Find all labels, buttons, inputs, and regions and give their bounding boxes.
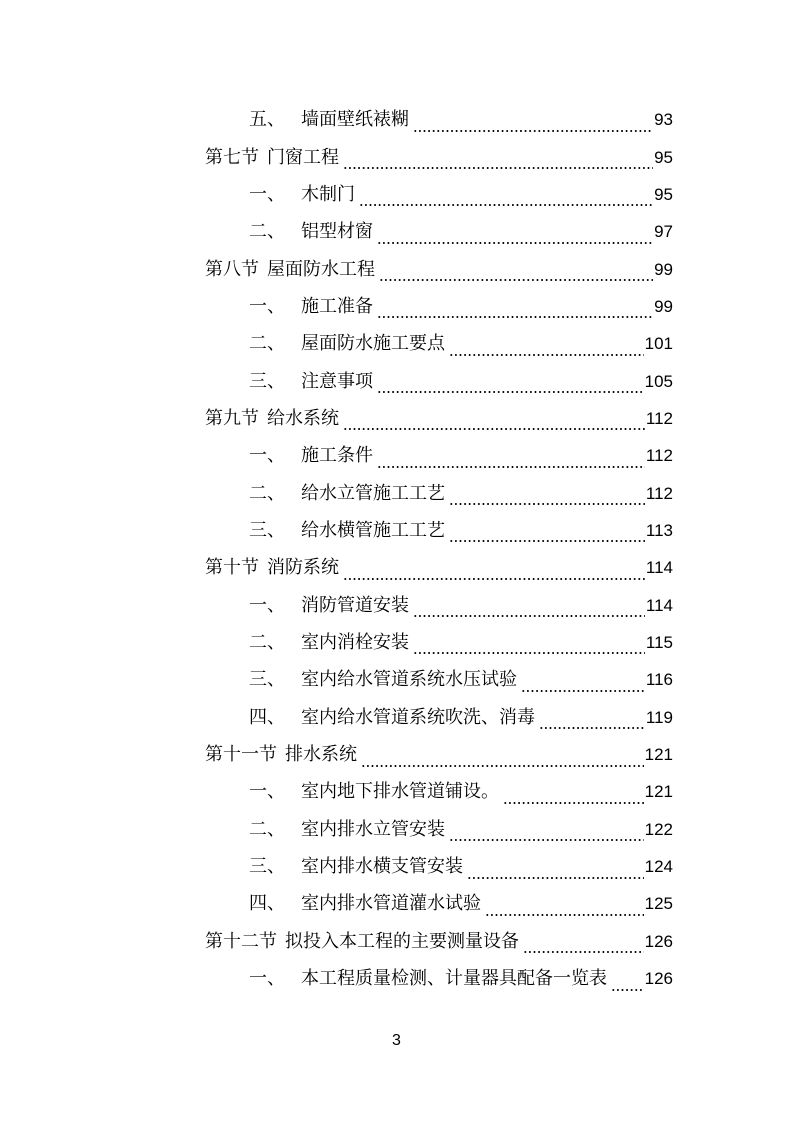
- toc-dot-leader: [359, 189, 653, 207]
- toc-entry-title: 门窗工程: [267, 146, 339, 168]
- toc-entry-number: 三、: [249, 669, 285, 691]
- toc-dot-leader: [485, 899, 644, 917]
- toc-entry-page: 125: [644, 894, 673, 914]
- toc-entry-number: 第十一节: [205, 744, 277, 766]
- toc-entry-page: 121: [644, 745, 673, 765]
- toc-entry-label: [249, 848, 463, 885]
- toc-entry-title: 室内排水立管安装: [301, 818, 445, 840]
- toc-entry-title: 室内排水横支管安装: [301, 856, 463, 878]
- toc-entry-number: 第十二节: [205, 930, 277, 952]
- toc-subsection-entry[interactable]: [0, 437, 793, 474]
- toc-dot-leader: [449, 525, 645, 543]
- toc-entry-number: 第十节: [205, 557, 259, 579]
- toc-entry-title: 排水系统: [285, 744, 357, 766]
- toc-entry-number: 第九节: [205, 407, 259, 429]
- toc-subsection-entry[interactable]: [0, 176, 793, 213]
- toc-entry-page: 112: [645, 483, 673, 503]
- toc-entry-label: [249, 811, 445, 848]
- toc-section-entry[interactable]: [0, 250, 793, 287]
- toc-entry-label: [249, 699, 535, 736]
- toc-dot-leader: [377, 451, 645, 469]
- toc-dot-leader: [377, 301, 653, 319]
- page-number: 3: [392, 1032, 401, 1049]
- toc-entry-page: 116: [645, 670, 673, 690]
- toc-entry-title: 室内消栓安装: [301, 631, 409, 653]
- toc-entry-number: 三、: [249, 519, 285, 541]
- toc-entry-label: [205, 736, 357, 773]
- toc-entry-number: 四、: [249, 706, 285, 728]
- toc-dot-leader: [413, 115, 653, 133]
- toc-entry-number: 二、: [249, 221, 285, 243]
- toc-entry-page: 126: [644, 969, 673, 989]
- toc-entry-number: 第八节: [205, 258, 259, 280]
- toc-entry-number: 三、: [249, 370, 285, 392]
- toc-entry-page: 119: [645, 707, 673, 727]
- toc-entry-label: [205, 139, 339, 176]
- toc-entry-number: 一、: [249, 295, 285, 317]
- toc-entry-title: 消防系统: [267, 557, 339, 579]
- toc-subsection-entry[interactable]: [0, 474, 793, 511]
- toc-entry-page: 114: [645, 558, 673, 578]
- toc-entry-label: [249, 773, 499, 810]
- toc-entry-page: 122: [644, 819, 673, 839]
- toc-entry-page: 115: [645, 632, 673, 652]
- toc-entry-number: 一、: [249, 781, 285, 803]
- toc-entry-page: 114: [645, 595, 673, 615]
- toc-entry-title: 室内地下排水管道铺设。: [301, 781, 499, 803]
- toc-entry-page: 124: [644, 857, 673, 877]
- toc-entry-page: 95: [654, 184, 673, 204]
- toc-entry-label: [249, 213, 373, 250]
- toc-entry-page: 121: [644, 782, 673, 802]
- toc-dot-leader: [343, 152, 653, 170]
- toc-entry-title: 施工条件: [301, 445, 373, 467]
- toc-entry-page: 99: [654, 296, 673, 316]
- toc-entry-title: 给水立管施工工艺: [301, 482, 445, 504]
- toc-entry-page: 97: [654, 222, 673, 242]
- toc-entry-number: 四、: [249, 893, 285, 915]
- toc-dot-leader: [413, 600, 645, 618]
- toc-entry-number: 一、: [249, 594, 285, 616]
- toc-subsection-entry[interactable]: [0, 101, 793, 138]
- toc-entry-title: 屋面防水工程: [267, 258, 375, 280]
- toc-entry-label: [205, 400, 339, 437]
- toc-entry-label: [249, 624, 409, 661]
- toc-dot-leader: [539, 712, 645, 730]
- toc-entry-number: 二、: [249, 333, 285, 355]
- table-of-contents: [0, 101, 793, 997]
- toc-subsection-entry[interactable]: [0, 325, 793, 362]
- toc-entry-number: 一、: [249, 445, 285, 467]
- toc-entry-label: [205, 549, 339, 586]
- toc-entry-number: 二、: [249, 631, 285, 653]
- toc-subsection-entry[interactable]: [0, 661, 793, 698]
- toc-entry-label: [249, 960, 607, 997]
- toc-entry-title: 墙面壁纸裱糊: [301, 109, 409, 131]
- toc-dot-leader: [449, 488, 645, 506]
- toc-subsection-entry[interactable]: [0, 699, 793, 736]
- toc-entry-page: 95: [654, 147, 673, 167]
- toc-entry-number: 三、: [249, 856, 285, 878]
- toc-section-entry[interactable]: [0, 400, 793, 437]
- toc-entry-title: 施工准备: [301, 295, 373, 317]
- toc-section-entry[interactable]: [0, 549, 793, 586]
- toc-dot-leader: [449, 339, 644, 357]
- toc-entry-label: [249, 587, 409, 624]
- toc-entry-number: 二、: [249, 482, 285, 504]
- toc-entry-number: 一、: [249, 968, 285, 990]
- toc-section-entry[interactable]: [0, 736, 793, 773]
- toc-section-entry[interactable]: [0, 923, 793, 960]
- toc-dot-leader: [377, 227, 653, 245]
- toc-section-entry[interactable]: [0, 138, 793, 175]
- toc-dot-leader: [361, 750, 644, 768]
- toc-entry-label: [249, 363, 373, 400]
- toc-entry-label: [249, 176, 355, 213]
- toc-entry-label: [249, 437, 373, 474]
- toc-subsection-entry[interactable]: [0, 848, 793, 885]
- toc-subsection-entry[interactable]: [0, 213, 793, 250]
- toc-subsection-entry[interactable]: [0, 624, 793, 661]
- toc-dot-leader: [521, 675, 645, 693]
- toc-entry-title: 给水系统: [267, 407, 339, 429]
- toc-entry-label: [249, 512, 445, 549]
- toc-subsection-entry[interactable]: [0, 811, 793, 848]
- toc-dot-leader: [413, 637, 645, 655]
- toc-subsection-entry[interactable]: [0, 960, 793, 997]
- toc-entry-number: 一、: [249, 183, 285, 205]
- toc-dot-leader: [503, 787, 644, 805]
- toc-entry-number: 二、: [249, 818, 285, 840]
- toc-entry-page: 99: [654, 259, 673, 279]
- toc-entry-title: 拟投入本工程的主要测量设备: [285, 930, 519, 952]
- toc-entry-page: 93: [654, 110, 673, 130]
- toc-subsection-entry[interactable]: [0, 586, 793, 623]
- toc-dot-leader: [343, 413, 645, 431]
- toc-entry-number: 五、: [249, 109, 285, 131]
- toc-entry-page: 112: [645, 408, 673, 428]
- toc-subsection-entry[interactable]: [0, 362, 793, 399]
- toc-entry-label: [205, 923, 519, 960]
- toc-entry-label: [249, 101, 409, 138]
- toc-entry-label: [249, 885, 481, 922]
- toc-subsection-entry[interactable]: [0, 512, 793, 549]
- toc-entry-number: 第七节: [205, 146, 259, 168]
- toc-entry-page: 126: [644, 931, 673, 951]
- toc-entry-label: [249, 325, 445, 362]
- toc-entry-label: [249, 475, 445, 512]
- toc-entry-title: 室内排水管道灌水试验: [301, 893, 481, 915]
- toc-entry-title: 室内给水管道系统吹洗、消毒: [301, 706, 535, 728]
- toc-entry-label: [205, 251, 375, 288]
- toc-dot-leader: [523, 936, 644, 954]
- toc-entry-title: 铝型材窗: [301, 221, 373, 243]
- toc-entry-title: 消防管道安装: [301, 594, 409, 616]
- toc-dot-leader: [611, 974, 644, 992]
- toc-entry-title: 本工程质量检测、计量器具配备一览表: [301, 968, 607, 990]
- toc-entry-title: 室内给水管道系统水压试验: [301, 669, 517, 691]
- toc-dot-leader: [467, 862, 644, 880]
- toc-entry-page: 105: [644, 371, 673, 391]
- toc-entry-title: 给水横管施工工艺: [301, 519, 445, 541]
- toc-dot-leader: [343, 563, 645, 581]
- toc-entry-title: 木制门: [301, 183, 355, 205]
- toc-entry-title: 注意事项: [301, 370, 373, 392]
- toc-dot-leader: [377, 376, 644, 394]
- toc-dot-leader: [449, 824, 644, 842]
- toc-entry-page: 112: [645, 446, 673, 466]
- toc-entry-label: [249, 661, 517, 698]
- toc-entry-label: [249, 288, 373, 325]
- toc-subsection-entry[interactable]: [0, 288, 793, 325]
- toc-entry-title: 屋面防水施工要点: [301, 333, 445, 355]
- toc-dot-leader: [379, 264, 653, 282]
- toc-subsection-entry[interactable]: [0, 773, 793, 810]
- toc-entry-page: 101: [644, 334, 673, 354]
- toc-entry-page: 113: [645, 520, 673, 540]
- toc-subsection-entry[interactable]: [0, 885, 793, 922]
